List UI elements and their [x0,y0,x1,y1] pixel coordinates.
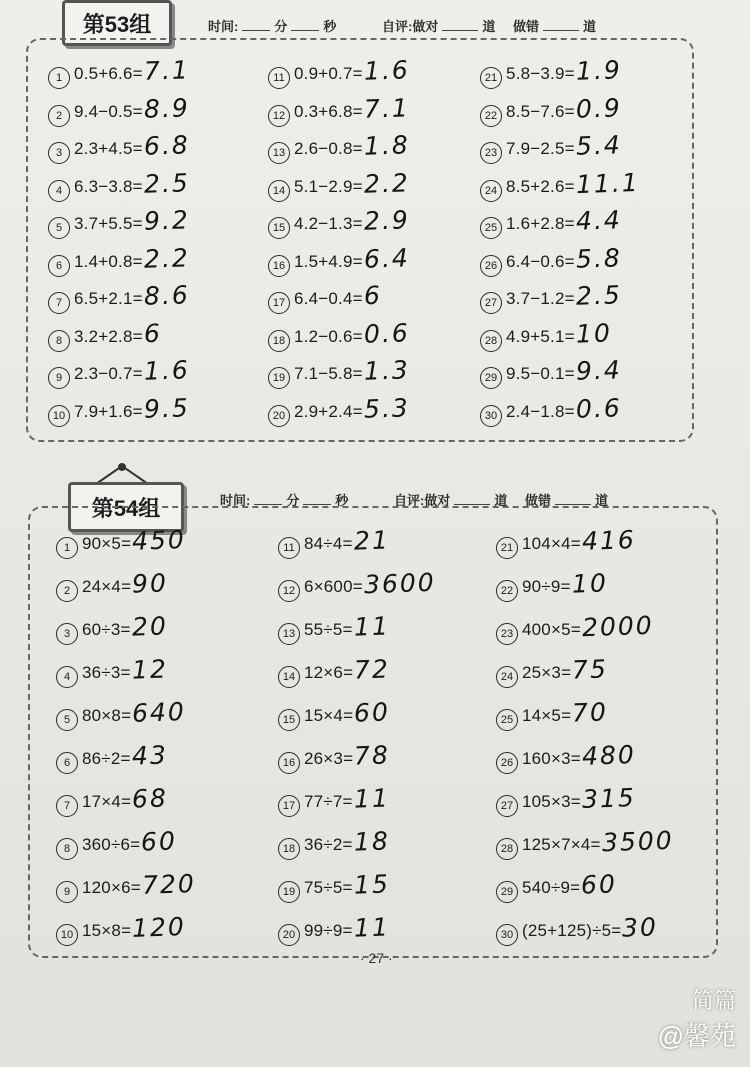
problem-number: 1 [48,67,70,89]
problem-item [56,698,186,729]
problem-expression: 5.1−2.9= [294,176,363,196]
handwritten-answer: 10 [571,568,608,599]
problem-item [268,319,410,350]
problem-number: 29 [496,881,518,903]
problem-expression: 6.3−3.8= [74,176,143,196]
problem-expression: 55÷5= [304,620,353,639]
problem-item [268,356,410,387]
handwritten-answer: 18 [353,826,390,857]
page-number: · 27 · [360,950,393,966]
problem-expression: 6.5+2.1= [74,289,143,308]
problem-item [56,870,196,901]
problem-expression: 99÷9= [304,921,353,940]
problem-item [48,281,190,312]
self-eval-label: 自评:做对 [394,493,451,508]
problem-expression: 36÷2= [304,835,353,854]
problem-number: 28 [480,330,502,352]
problem-number: 9 [48,367,70,389]
handwritten-answer: 9.5 [143,392,190,424]
problem-expression: 25×3= [522,663,572,682]
handwritten-answer: 60 [580,869,618,900]
handwritten-answer: 7.1 [363,92,410,124]
problem-number: 26 [496,752,518,774]
problem-number: 8 [48,330,70,352]
wrong-label: 做错 [512,19,539,34]
handwritten-answer: 11.1 [575,167,640,199]
problem-number: 30 [496,924,518,946]
watermark-brand: 简篇 [691,988,736,1013]
problem-expression: 1.6+2.8= [506,214,575,233]
handwritten-answer: 6 [143,318,163,348]
handwritten-answer: 1.6 [363,55,410,86]
problem-item [268,244,410,275]
problem-number: 19 [268,367,290,389]
problem-number: 22 [480,105,502,127]
problem-expression: 1.5+4.9= [294,251,363,271]
problem-expression: 9.4−0.5= [74,101,143,121]
handwritten-answer: 4.4 [575,205,622,236]
handwritten-answer: 5.8 [575,242,622,274]
handwritten-answer: 5.4 [575,130,622,161]
handwritten-answer: 0.6 [575,392,622,424]
handwritten-answer: 2000 [581,610,654,643]
problem-number: 14 [278,666,300,688]
handwritten-answer: 720 [141,869,197,900]
problem-expression: 80×8= [82,706,132,725]
second-label: 秒 [323,19,337,34]
problem-item [56,913,186,944]
problem-item [480,356,622,387]
problem-expression: 90÷9= [522,577,571,596]
problem-item [496,569,607,600]
problem-expression: 120×6= [82,878,141,897]
handwritten-answer: 640 [131,697,187,728]
problem-item [496,698,608,729]
problem-number: 29 [480,367,502,389]
problem-number: 23 [480,142,502,164]
problem-number: 18 [268,330,290,352]
problem-number: 12 [278,580,300,602]
problem-expression: 540÷9= [522,878,581,897]
problem-expression: 2.6−0.8= [294,139,363,158]
problem-number: 5 [56,709,78,731]
problem-item [496,870,617,901]
problem-expression: 104×4= [522,534,581,553]
problem-number: 24 [480,180,502,202]
problem-item [48,56,190,87]
problem-number: 9 [56,881,78,903]
problem-number: 20 [278,924,300,946]
problem-number: 13 [268,142,290,164]
problem-item [496,612,654,643]
problem-item [480,206,622,237]
problem-item [48,319,162,350]
time-label: 时间: [220,493,251,508]
problem-item [48,169,190,200]
problem-item [268,169,410,200]
handwritten-answer: 60 [353,697,391,728]
problem-item [278,741,390,772]
handwritten-answer: 10 [575,317,613,349]
problem-item [56,655,167,686]
problem-number: 21 [496,537,518,559]
problem-item [48,206,190,237]
problem-expression: 4.9+5.1= [506,326,575,346]
problem-item [480,244,622,275]
handwritten-answer: 0.9 [575,92,622,124]
problem-number: 26 [480,255,502,277]
minute-label: 分 [286,493,300,508]
handwritten-answer: 2.2 [363,167,410,199]
group-title: 第53组 [82,11,152,37]
problem-expression: 360÷6= [82,835,141,854]
problem-item [480,281,622,312]
handwritten-answer: 7.1 [143,55,190,86]
problem-number: 15 [268,217,290,239]
handwritten-answer: 6 [363,280,383,311]
handwritten-answer: 2.2 [143,242,190,274]
problem-expression: 77÷7= [304,792,353,811]
problem-number: 23 [496,623,518,645]
problem-number: 3 [56,623,78,645]
problem-item [56,612,167,643]
problem-expression: 12×6= [304,663,354,682]
self-eval-label: 自评:做对 [382,19,439,34]
problem-item [56,784,168,815]
problem-item [278,827,389,858]
handwritten-answer: 72 [353,654,391,685]
watermark-author: @馨苑 [657,1021,736,1051]
problem-item [56,827,177,858]
handwritten-answer: 11 [353,611,390,642]
handwritten-answer: 9.2 [143,205,190,236]
problem-item [278,612,389,643]
problem-item [278,913,389,944]
problem-expression: 2.4−1.8= [506,401,575,421]
problem-expression: 4.2−1.3= [294,214,363,233]
problem-expression: 60÷3= [82,620,131,639]
problem-number: 20 [268,405,290,427]
problem-item [56,526,186,557]
problem-item [480,394,622,425]
handwritten-answer: 9.4 [575,355,622,386]
problem-number: 6 [56,752,78,774]
problem-number: 16 [278,752,300,774]
handwritten-answer: 8.6 [143,280,190,311]
handwritten-answer: 11 [353,912,390,943]
problem-item [48,356,190,387]
problem-item [480,56,622,87]
problem-number: 19 [278,881,300,903]
problem-expression: 2.3+4.5= [74,139,143,158]
problem-number: 7 [56,795,78,817]
problem-number: 25 [496,709,518,731]
problem-expression: 90×5= [82,534,132,553]
handwritten-answer: 6.4 [363,242,410,274]
problem-expression: 6×600= [304,577,363,596]
problem-item [496,655,608,686]
problem-item [496,784,636,815]
problem-item [48,394,190,425]
problem-expression: 2.9+2.4= [294,401,363,421]
handwritten-answer: 1.8 [363,130,410,161]
problem-expression: 105×3= [522,792,581,811]
problem-number: 5 [48,217,70,239]
handwritten-answer: 2.5 [143,167,190,199]
problem-expression: 15×4= [304,706,354,725]
handwritten-answer: 75 [571,654,609,685]
problem-expression: 84÷4= [304,534,353,553]
problem-expression: 26×3= [304,749,354,768]
handwritten-answer: 68 [131,783,169,814]
problem-expression: 75÷5= [304,878,353,897]
handwritten-answer: 1.9 [575,55,622,86]
problem-number: 3 [48,142,70,164]
problem-number: 25 [480,217,502,239]
problem-number: 6 [48,255,70,277]
handwritten-answer: 120 [131,912,187,943]
handwritten-answer: 70 [571,697,609,728]
problem-number: 18 [278,838,300,860]
problem-expression: 6.4−0.4= [294,289,363,308]
handwritten-answer: 0.6 [363,317,410,349]
unit-label: 道 [595,493,609,508]
problem-expression: 0.9+0.7= [294,64,363,83]
problem-item [278,784,389,815]
problem-number: 10 [56,924,78,946]
handwritten-answer: 416 [581,525,637,556]
problem-item [268,131,410,162]
unit-label: 道 [583,19,597,34]
problem-expression: 0.3+6.8= [294,101,363,121]
problem-number: 12 [268,105,290,127]
handwritten-answer: 8.9 [143,92,190,124]
problem-number: 27 [480,292,502,314]
problem-number: 4 [48,180,70,202]
problem-item [48,131,190,162]
handwritten-answer: 78 [353,740,391,771]
second-blank [303,492,331,505]
problem-number: 11 [268,67,290,89]
second-label: 秒 [335,493,349,508]
problem-expression: 7.9−2.5= [506,139,575,158]
problem-number: 2 [48,105,70,127]
handwritten-answer: 60 [140,826,178,857]
handwritten-answer: 480 [581,740,637,771]
problem-expression: 125×7×4= [522,835,601,854]
problem-number: 28 [496,838,518,860]
problem-expression: 0.5+6.6= [74,64,143,83]
problem-item [268,56,410,87]
problem-item [56,569,168,600]
group-54-section [0,462,750,962]
group-header [208,16,596,35]
problem-expression: 15×8= [82,921,132,940]
correct-blank [442,18,478,31]
handwritten-answer: 1.6 [143,355,190,386]
unit-label: 道 [482,19,496,34]
correct-blank [454,492,490,505]
problem-expression: 7.9+1.6= [74,401,143,421]
problem-item [278,870,389,901]
problem-number: 15 [278,709,300,731]
problem-item [268,394,410,425]
problem-expression: 17×4= [82,792,132,811]
second-blank [291,18,319,31]
problem-expression: 7.1−5.8= [294,364,363,383]
problem-number: 21 [480,67,502,89]
handwritten-answer: 6.8 [143,130,190,161]
problem-expression: 9.5−0.1= [506,364,575,383]
problem-expression: 400×5= [522,620,581,639]
problem-item [278,655,390,686]
problem-expression: 1.4+0.8= [74,251,143,271]
unit-label: 道 [494,493,508,508]
problem-number: 30 [480,405,502,427]
problem-number: 2 [56,580,78,602]
problem-item [56,741,167,772]
problem-item [268,281,382,312]
problem-expression: (25+125)÷5= [522,921,622,940]
handwritten-answer: 2.5 [575,280,622,311]
problem-number: 22 [496,580,518,602]
problem-expression: 160×3= [522,749,581,768]
handwritten-answer: 90 [131,568,169,599]
problem-item [278,569,436,600]
problem-expression: 6.4−0.6= [506,251,575,271]
handwritten-answer: 30 [621,912,659,943]
wrong-blank [555,492,591,505]
time-label: 时间: [208,19,239,34]
problem-item [268,206,410,237]
problem-expression: 36÷3= [82,663,131,682]
problem-item [480,131,622,162]
problem-item [268,94,410,125]
problem-number: 8 [56,838,78,860]
problem-item [278,526,389,557]
problem-number: 17 [278,795,300,817]
problem-number: 16 [268,255,290,277]
handwritten-answer: 315 [581,783,637,814]
problem-expression: 3.7−1.2= [506,289,575,308]
problem-item [48,244,190,275]
group-title: 第54组 [91,495,161,521]
handwritten-answer: 11 [353,783,390,814]
problem-number: 1 [56,537,78,559]
problem-number: 27 [496,795,518,817]
problem-expression: 8.5−7.6= [506,101,575,121]
handwritten-answer: 5.3 [363,392,410,424]
handwritten-answer: 43 [131,740,168,771]
problem-number: 10 [48,405,70,427]
problem-expression: 2.3−0.7= [74,364,143,383]
group-53-section [0,0,750,450]
problem-number: 13 [278,623,300,645]
handwritten-answer: 3500 [601,825,674,858]
problem-item [496,741,636,772]
minute-blank [254,492,282,505]
problem-number: 11 [278,537,300,559]
handwritten-answer: 1.3 [363,355,410,386]
problem-expression: 8.5+2.6= [506,176,575,196]
problem-number: 14 [268,180,290,202]
problem-item [480,94,622,125]
handwritten-answer: 21 [353,525,390,556]
problem-expression: 3.2+2.8= [74,326,143,346]
handwritten-answer: 2.9 [363,205,410,236]
handwritten-answer: 15 [353,869,390,900]
handwritten-answer: 20 [131,611,168,642]
problem-item [496,827,673,858]
problem-expression: 5.8−3.9= [506,64,575,83]
problem-number: 7 [48,292,70,314]
problem-number: 17 [268,292,290,314]
minute-label: 分 [274,19,288,34]
problem-expression: 24×4= [82,577,132,596]
problem-expression: 3.7+5.5= [74,214,143,233]
problem-expression: 1.2−0.6= [294,326,363,346]
problem-item [480,319,612,350]
problem-number: 4 [56,666,78,688]
problem-item [496,913,658,944]
handwritten-answer: 12 [131,654,168,685]
handwritten-answer: 3600 [363,567,436,600]
minute-blank [242,18,270,31]
problem-item [278,698,390,729]
problem-expression: 14×5= [522,706,572,725]
problem-item [48,94,190,125]
wrong-label: 做错 [524,493,551,508]
problem-expression: 86÷2= [82,749,131,768]
problem-number: 24 [496,666,518,688]
problem-item [496,526,636,557]
handwritten-answer: 450 [131,525,187,556]
wrong-blank [543,18,579,31]
problem-item [480,169,639,200]
